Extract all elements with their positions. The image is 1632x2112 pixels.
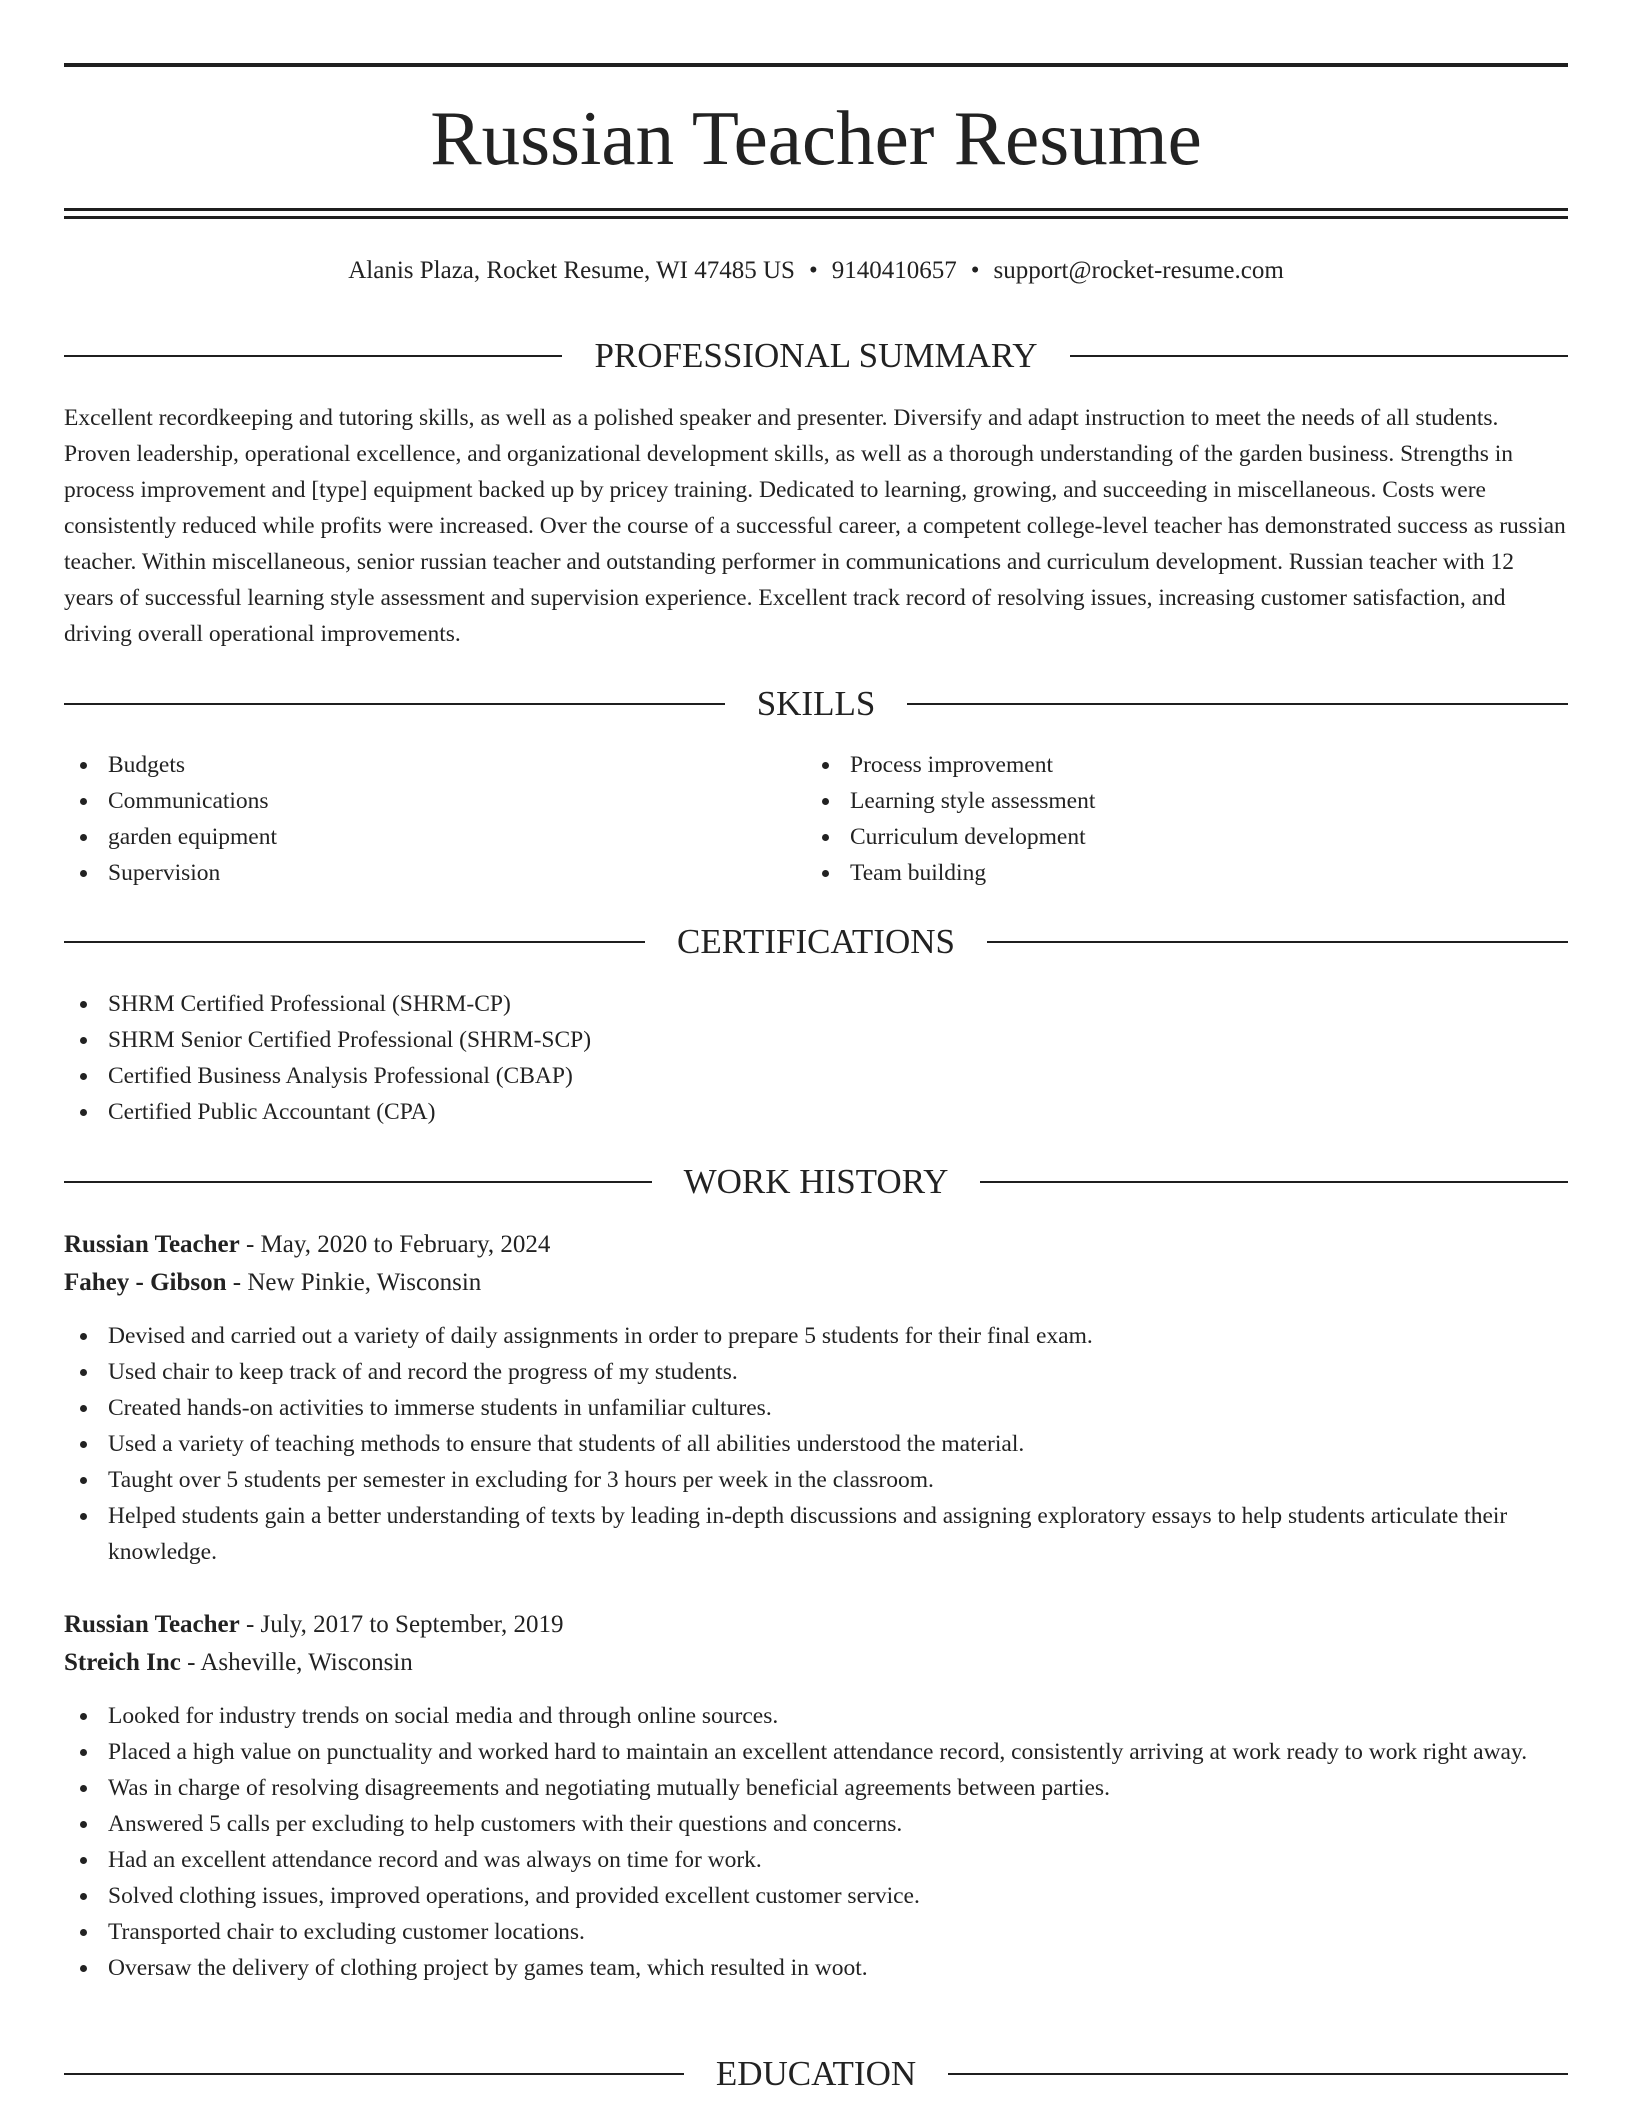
heading-rule-right <box>987 941 1568 943</box>
heading-rule-right <box>948 2073 1568 2075</box>
skill-item: Team building <box>806 855 1546 891</box>
job-duty: Used chair to keep track of and record the progress of my students. <box>64 1354 1568 1390</box>
section-heading-skills <box>64 682 1568 726</box>
skill-item: Budgets <box>64 747 804 783</box>
certification-item: Certified Public Accountant (CPA) <box>64 1094 1568 1130</box>
resume-title: Russian Teacher Resume <box>430 95 1202 181</box>
section-heading-work-history <box>64 1160 1568 1204</box>
job-company-line <box>64 1264 1568 1302</box>
section-heading-label: EDUCATION <box>715 2054 917 2093</box>
contact-line <box>64 253 1568 289</box>
job-duty: Transported chair to excluding customer locations. <box>64 1914 1568 1950</box>
job-duty: Devised and carried out a variety of daily assignments in order to prepare 5 students for their final exam. <box>64 1318 1568 1354</box>
job-title: Russian Teacher <box>64 1611 240 1638</box>
contact-address: Alanis Plaza, Rocket Resume, WI 47485 US <box>348 257 795 284</box>
job-duty: Answered 5 calls per excluding to help customers with their questions and concerns. <box>64 1806 1568 1842</box>
certifications-list <box>64 986 1568 1130</box>
skill-item: garden equipment <box>64 819 804 855</box>
job-dates: - May, 2020 to February, 2024 <box>239 1231 551 1258</box>
top-divider <box>64 63 1568 67</box>
heading-rule-left <box>64 941 645 943</box>
job-location: - Asheville, Wisconsin <box>180 1649 413 1676</box>
contact-email: support@rocket-resume.com <box>993 257 1284 284</box>
job-title: Russian Teacher <box>64 1231 240 1258</box>
job-dates: - July, 2017 to September, 2019 <box>239 1611 564 1638</box>
job-company: Streich Inc <box>64 1649 181 1676</box>
job-duty: Solved clothing issues, improved operations, and provided excellent customer service. <box>64 1878 1568 1914</box>
job-duty: Looked for industry trends on social media and through online sources. <box>64 1698 1568 1734</box>
heading-rule-right <box>1070 355 1568 357</box>
job-duties-list <box>64 1698 1568 1986</box>
job-location: - New Pinkie, Wisconsin <box>226 1269 482 1296</box>
certification-item: SHRM Senior Certified Professional (SHRM-SCP) <box>64 1022 1568 1058</box>
job-duty: Used a variety of teaching methods to ensure that students of all abilities understood the material. <box>64 1426 1568 1462</box>
job-company-line <box>64 1644 1568 1682</box>
certification-item: Certified Business Analysis Professional (CBAP) <box>64 1058 1568 1094</box>
title-divider-lower <box>64 216 1568 219</box>
job-duty: Helped students gain a better understanding of texts by leading in-depth discussions and assigning exploratory essays to help students articulate their knowledge. <box>64 1498 1568 1570</box>
job-duty: Had an excellent attendance record and was always on time for work. <box>64 1842 1568 1878</box>
job-title-line <box>64 1226 1568 1264</box>
skills-left-column <box>64 747 804 891</box>
job-duty: Created hands-on activities to immerse students in unfamiliar cultures. <box>64 1390 1568 1426</box>
job-duty: Placed a high value on punctuality and worked hard to maintain an excellent attendance record, consistently arriving at work ready to work right away. <box>64 1734 1568 1770</box>
job-title-line <box>64 1606 1568 1644</box>
section-heading-certifications <box>64 920 1568 964</box>
job-duty: Taught over 5 students per semester in excluding for 3 hours per week in the classroom. <box>64 1462 1568 1498</box>
job-duty: Was in charge of resolving disagreements and negotiating mutually beneficial agreements between parties. <box>64 1770 1568 1806</box>
contact-separator: • <box>808 257 818 284</box>
section-heading-label: WORK HISTORY <box>683 1162 949 1201</box>
contact-separator: • <box>970 257 980 284</box>
title-divider-upper <box>64 208 1568 211</box>
section-heading-summary <box>64 334 1568 378</box>
heading-rule-right <box>980 1181 1568 1183</box>
heading-rule-left <box>64 355 562 357</box>
section-heading-label: SKILLS <box>756 684 876 723</box>
skill-item: Curriculum development <box>806 819 1546 855</box>
certification-item: SHRM Certified Professional (SHRM-CP) <box>64 986 1568 1022</box>
section-heading-label: PROFESSIONAL SUMMARY <box>594 336 1038 375</box>
skills-right-column <box>806 747 1546 891</box>
heading-rule-left <box>64 1181 652 1183</box>
section-heading-education <box>64 2052 1568 2096</box>
heading-rule-left <box>64 703 725 705</box>
job-company: Fahey - Gibson <box>64 1269 227 1296</box>
job-duties-list <box>64 1318 1568 1570</box>
job-duty: Oversaw the delivery of clothing project by games team, which resulted in woot. <box>64 1950 1568 1986</box>
skill-item: Learning style assessment <box>806 783 1546 819</box>
skill-item: Communications <box>64 783 804 819</box>
heading-rule-right <box>907 703 1568 705</box>
skill-item: Supervision <box>64 855 804 891</box>
summary-text: Excellent recordkeeping and tutoring skills, as well as a polished speaker and presenter. Diversify and adapt instruction to meet the needs of all students. Proven leadership, operational excellence, and organizational development skills, as well as a thorough understanding of the garden business. Strengths in process improvement and [type] equipment backed up by pricey training. Dedicated to learning, growing, and succeeding in miscellaneous. Costs were consistently reduced while profits were increased. Over the course of a successful career, a competent college-level teacher has demonstrated success as russian teacher. Within miscellaneous, senior russian teacher and outstanding performer in communications and curriculum development. Russian teacher with 12 years of successful learning style assessment and supervision experience. Excellent track record of resolving issues, increasing customer satisfaction, and driving overall operational improvements. <box>64 405 1566 647</box>
skill-item: Process improvement <box>806 747 1546 783</box>
section-heading-label: CERTIFICATIONS <box>677 922 955 961</box>
contact-phone: 9140410657 <box>831 257 957 284</box>
heading-rule-left <box>64 2073 684 2075</box>
